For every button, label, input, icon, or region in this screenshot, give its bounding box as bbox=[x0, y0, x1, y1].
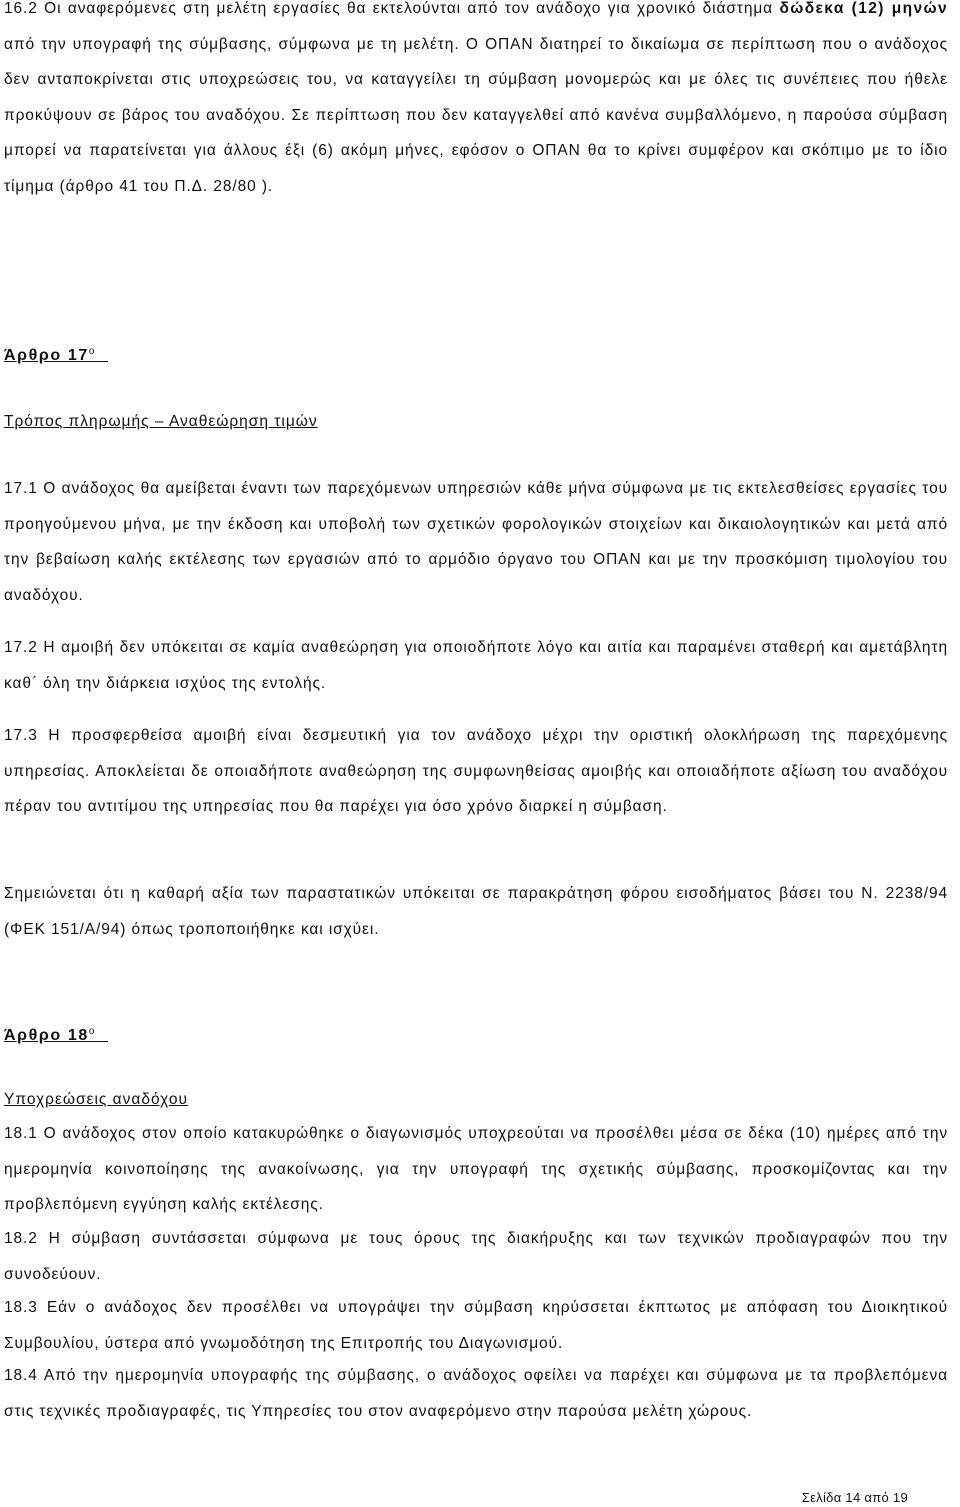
article-18-heading-text: Άρθρο 18 bbox=[4, 1027, 89, 1044]
paragraph-16-2-bold-duration: δώδεκα (12) μηνών bbox=[779, 0, 948, 17]
paragraph-16-2-text-start: 16.2 Οι αναφερόμενες στη μελέτη εργασίες θα εκτελούνται από τον ανάδοχο για χρονικό διάστημα bbox=[4, 0, 780, 17]
paragraph-18-3: 18.3 Εάν ο ανάδοχος δεν προσέλθει να υπογράψει την σύμβαση κηρύσσεται έκπτωτος με απόφαση του Διοικητικού Συμβουλίου, ύστερα από γνωμοδότηση της Επιτροπής του Διαγωνισμού. bbox=[4, 1299, 948, 1352]
paragraph-17-1: 17.1 Ο ανάδοχος θα αμείβεται έναντι των παρεχόμενων υπηρεσιών κάθε μήνα σύμφωνα με τις εκτελεσθείσες εργασίες του προηγούμενου μήνα, με την έκδοση και υποβολή των σχετικών φορολογικών στοιχείων και δικαιολογητικών και μετά από την βεβαίωση καλής εκτέλεσης των εργασιών από το αρμόδιο όργανο του ΟΠΑΝ και με την προσκόμιση τιμολογίου του αναδόχου. bbox=[4, 480, 948, 604]
article-17-subheading-text: Τρόπος πληρωμής – Αναθεώρηση τιμών bbox=[4, 413, 318, 430]
article-17-heading-text: Άρθρο 17 bbox=[4, 347, 89, 364]
paragraph-17-3: 17.3 Η προσφερθείσα αμοιβή είναι δεσμευτική για τον ανάδοχο μέχρι την οριστική ολοκλήρωση της παρεχόμενης υπηρεσίας. Αποκλείεται δε οποιαδήποτε αναθεώρηση της συμφωνηθείσας αμοιβής και οποιαδήποτε αξίωση του αναδόχου πέραν του αντιτίμου της υπηρεσίας που θα παρέχει για όσο χρόνο διαρκεί η σύμβαση. bbox=[4, 727, 948, 816]
paragraph-18-4: 18.4 Από την ημερομηνία υπογραφής της σύμβασης, ο ανάδοχος οφείλει να παρέχει και σύμφωνα με τα προβλεπόμενα στις τεχνικές προδιαγραφές, τις Υπηρεσίες του στον αναφερόμενο στην παρούσα μελέτη χώρους. bbox=[4, 1367, 948, 1420]
paragraph-18-2: 18.2 Η σύμβαση συντάσσεται σύμφωνα με τους όρους της διακήρυξης και των τεχνικών προδιαγραφών που την συνοδεύουν. bbox=[4, 1230, 948, 1283]
article-18-subheading bbox=[4, 1090, 948, 1110]
paragraph-16-2-text-end: από την υπογραφή της σύμβασης, σύμφωνα με τη μελέτη. Ο ΟΠΑΝ διατηρεί το δικαίωμα σε περίπτωση που ο ανάδοχος δεν ανταποκρίνεται στις υποχρεώσεις του, να καταγγείλει τη σύμβαση μονομερώς και με όλες τις συνέπειες που ήθελε προκύψουν σε βάρος του αναδόχου. Σε περίπτωση που δεν καταγγελθεί από κανένα συμβαλλόμενο, η παρούσα σύμβαση μπορεί να παρατείνεται για άλλους έξι (6) ακόμη μήνες, εφόσον ο ΟΠΑΝ θα το κρίνει συμφέρον και σκόπιμο με το ίδιο τίμημα (άρθρο 41 του Π.Δ. 28/80 ). bbox=[4, 35, 948, 195]
article-17-heading bbox=[4, 342, 948, 366]
page-number-footer: Σελίδα 14 από 19 bbox=[801, 1490, 908, 1505]
article-18-heading bbox=[4, 1022, 948, 1046]
article-18-heading-sup: ο bbox=[88, 1026, 96, 1037]
paragraph-17-2: 17.2 Η αμοιβή δεν υπόκειται σε καμία αναθεώρηση για οποιοδήποτε λόγο και αιτία και παραμένει σταθερή και αμετάβλητη καθ΄ όλη την διάρκεια ισχύος της εντολής. bbox=[4, 639, 948, 692]
article-17-heading-sup: ο bbox=[88, 346, 96, 357]
paragraph-17-note: Σημειώνεται ότι η καθαρή αξία των παραστατικών υπόκειται σε παρακράτηση φόρου εισοδήματος βάσει του Ν. 2238/94 (ΦΕΚ 151/Α/94) όπως τροποποιήθηκε και ισχύει. bbox=[4, 885, 948, 938]
paragraph-16-2 bbox=[4, 0, 948, 205]
paragraph-18-1: 18.1 Ο ανάδοχος στον οποίο κατακυρώθηκε ο διαγωνισμός υποχρεούται να προσέλθει μέσα σε δέκα (10) ημέρες από την ημερομηνία κοινοποίησης της ανακοίνωσης, για την υπογραφή της σχετικής σύμβασης, προσκομίζοντας και την προβλεπόμενη εγγύηση καλής εκτέλεσης. bbox=[4, 1125, 948, 1214]
article-18-subheading-text: Υποχρεώσεις αναδόχου bbox=[4, 1091, 188, 1108]
article-17-subheading bbox=[4, 412, 948, 432]
